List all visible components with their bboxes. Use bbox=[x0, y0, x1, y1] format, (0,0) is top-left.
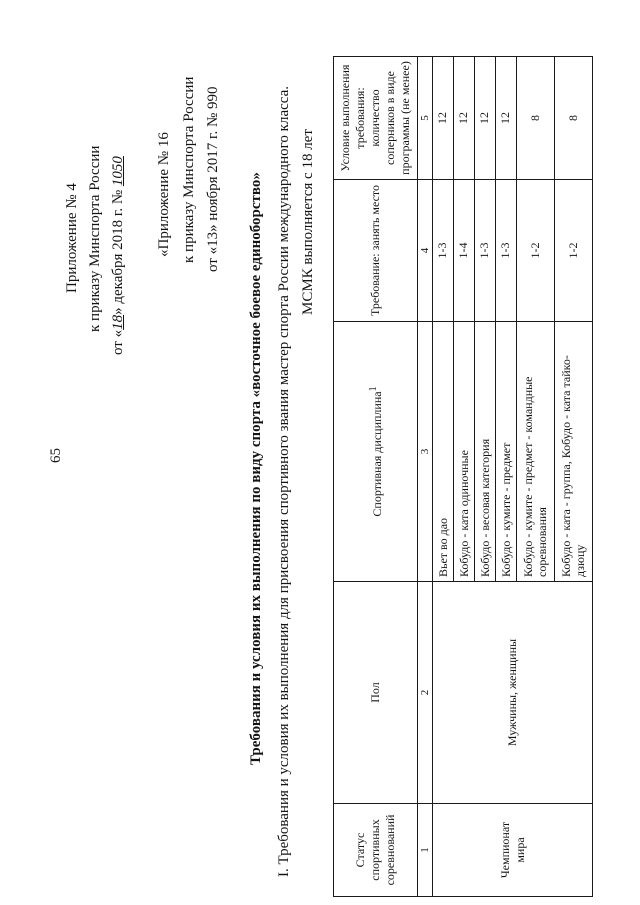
header-gender: Пол bbox=[334, 582, 418, 804]
discipline-cell: Кобудо - ката одиночные bbox=[453, 322, 474, 582]
appendix-handwritten-number: 1050 bbox=[110, 156, 126, 187]
opponents-cell: 12 bbox=[474, 57, 495, 180]
discipline-cell: Кобудо - весовая категория bbox=[474, 322, 495, 582]
prior-appendix-line2: к приказу Минспорта России bbox=[181, 76, 197, 263]
header-status: Статус спортивных соревнований bbox=[334, 804, 418, 897]
place-cell: 1-4 bbox=[453, 180, 474, 322]
column-number: 5 bbox=[418, 57, 433, 180]
column-number: 4 bbox=[418, 180, 433, 322]
opponents-cell: 12 bbox=[453, 57, 474, 180]
opponents-cell: 8 bbox=[554, 57, 592, 180]
document-title: Требования и условия их выполнения по виду спорта «восточное боевое единоборство» bbox=[248, 172, 264, 765]
discipline-cell: Кобудо - ката - группа, Кобудо - ката тайко-дзюцу bbox=[554, 322, 592, 582]
header-discipline-text: Спортивная дисциплина bbox=[370, 391, 384, 517]
page-number: 65 bbox=[48, 448, 64, 463]
appendix-line3 bbox=[108, 156, 129, 355]
gender-cell: Мужчины, женщины bbox=[433, 582, 593, 804]
appendix-line1: Приложение № 4 bbox=[64, 183, 80, 293]
prior-appendix-line3: от «13» ноября 2017 г. № 990 bbox=[205, 86, 221, 272]
age-note: МСМК выполняется с 18 лет bbox=[300, 129, 316, 315]
status-cell: Чемпионат мира bbox=[433, 804, 593, 897]
place-cell: 1-2 bbox=[554, 180, 592, 322]
appendix-date-prefix: от « bbox=[110, 329, 126, 355]
footnote-mark: 1 bbox=[368, 386, 379, 392]
column-number: 2 bbox=[418, 582, 433, 804]
discipline-cell: Вьет во дао bbox=[433, 322, 454, 582]
header-place: Требование: занять место bbox=[334, 180, 418, 322]
appendix-line2: к приказу Минспорта России bbox=[87, 145, 103, 332]
prior-appendix-line1: «Приложение № 16 bbox=[156, 132, 172, 257]
discipline-cell: Кобудо - кумите - предмет bbox=[495, 322, 516, 582]
table-header-row bbox=[334, 57, 418, 897]
requirements-table bbox=[333, 56, 593, 897]
table-row bbox=[433, 57, 454, 897]
appendix-date-mid: » декабря 2018 г. № bbox=[110, 189, 126, 315]
header-discipline bbox=[334, 322, 418, 582]
opponents-cell: 12 bbox=[495, 57, 516, 180]
place-cell: 1-2 bbox=[516, 180, 554, 322]
column-number: 3 bbox=[418, 322, 433, 582]
place-cell: 1-3 bbox=[495, 180, 516, 322]
column-number: 1 bbox=[418, 804, 433, 897]
place-cell: 1-3 bbox=[474, 180, 495, 322]
place-cell: 1-3 bbox=[433, 180, 454, 322]
opponents-cell: 8 bbox=[516, 57, 554, 180]
discipline-cell: Кобудо - кумите - предмет - командные соревнования bbox=[516, 322, 554, 582]
section-title: I. Требования и условия их выполнения для присвоения спортивного звания мастер спорта России международного класса. bbox=[276, 85, 292, 877]
column-number-row bbox=[418, 57, 433, 897]
header-opponents: Условие выполнения требования: количество соперников в виде программы (не менее) bbox=[334, 57, 418, 180]
appendix-handwritten-day: 18 bbox=[110, 314, 126, 330]
opponents-cell: 12 bbox=[433, 57, 454, 180]
